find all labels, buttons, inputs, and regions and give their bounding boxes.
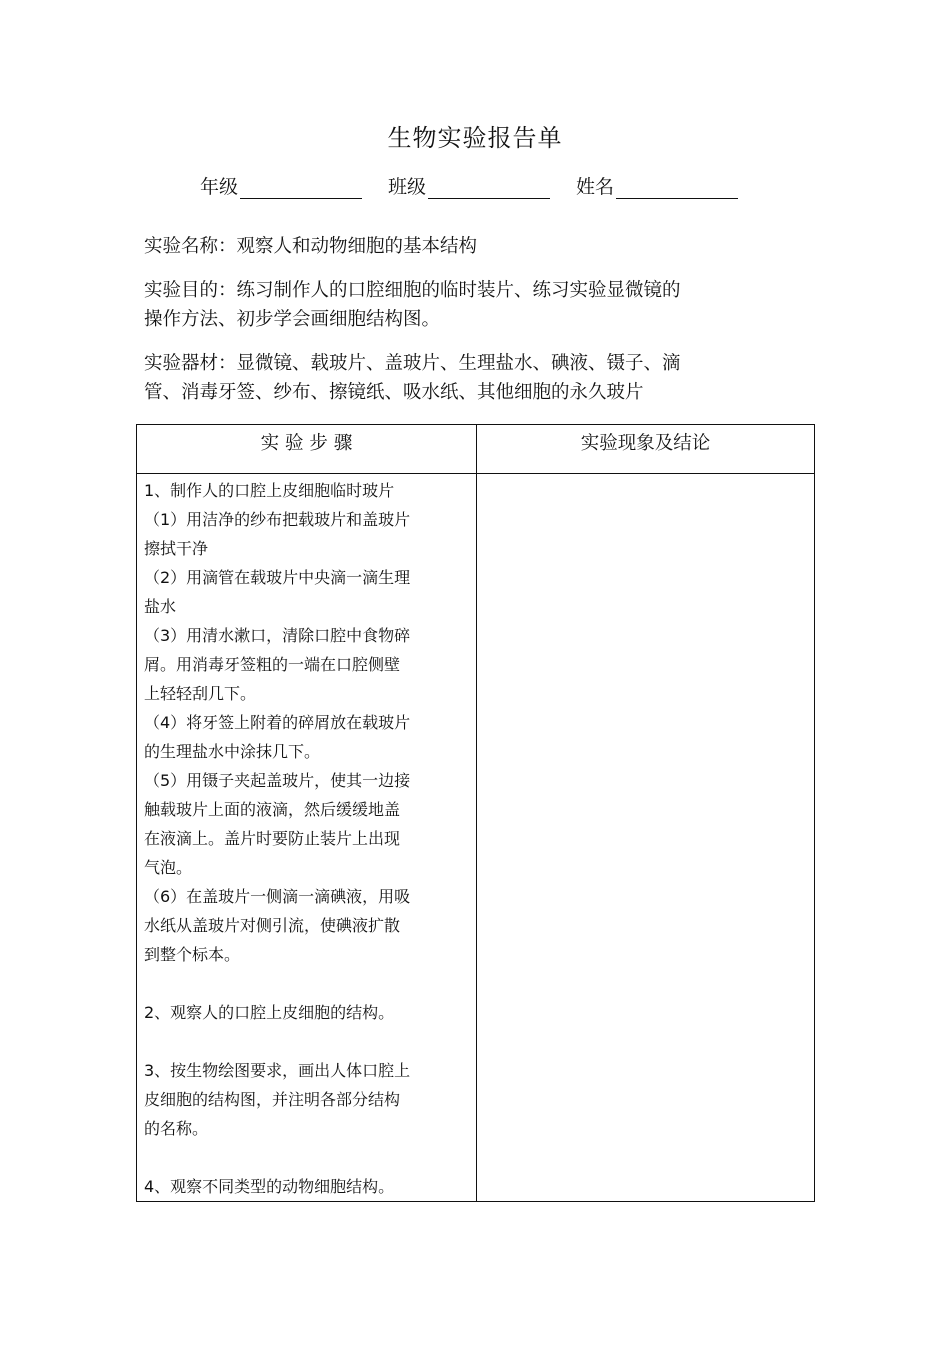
step-line: 屑。用消毒牙签粗的一端在口腔侧壁 <box>144 655 401 674</box>
grade-label: 年级 <box>200 176 239 198</box>
step-line: 2、观察人的口腔上皮细胞的结构。 <box>144 1003 395 1022</box>
steps-cell <box>137 474 477 1202</box>
table-header-row <box>137 425 815 474</box>
materials-line-2: 管、消毒牙签、纱布、擦镜纸、吸水纸、其他细胞的永久玻片 <box>144 382 644 403</box>
step-line: 水纸从盖玻片对侧引流，使碘液扩散 <box>144 916 401 935</box>
class-blank-line <box>428 176 550 199</box>
step-line: （3）用清水漱口，清除口腔中食物碎 <box>144 626 411 645</box>
step-line: 在液滴上。盖片时要防止装片上出现 <box>144 829 401 848</box>
step-line: （4）将牙签上附着的碎屑放在载玻片 <box>144 713 411 732</box>
grade-field <box>200 172 362 199</box>
step-line <box>144 969 470 998</box>
student-info-row <box>200 172 738 199</box>
purpose-line-2: 操作方法、初步学会画细胞结构图。 <box>144 309 441 330</box>
step-line: 的名称。 <box>144 1119 209 1138</box>
class-label: 班级 <box>388 176 427 198</box>
header-steps: 实 验 步 骤 <box>137 425 477 474</box>
step-line: （2）用滴管在载玻片中央滴一滴生理 <box>144 568 411 587</box>
materials-line-1: 实验器材：显微镜、载玻片、盖玻片、生理盐水、碘液、镊子、滴 <box>144 353 681 374</box>
step-line: （5）用镊子夹起盖玻片，使其一边接 <box>144 771 411 790</box>
name-blank-line <box>616 176 738 199</box>
step-line: （6）在盖玻片一侧滴一滴碘液，用吸 <box>144 887 411 906</box>
class-field <box>388 172 550 199</box>
experiment-name-line: 实验名称：观察人和动物细胞的基本结构 <box>144 236 478 257</box>
step-line <box>144 1143 470 1172</box>
purpose-line-1: 实验目的：练习制作人的口腔细胞的临时装片、练习实验显微镜的 <box>144 280 681 301</box>
experiment-name <box>144 232 764 261</box>
step-line: 气泡。 <box>144 858 193 877</box>
step-line: 擦拭干净 <box>144 539 209 558</box>
experiment-purpose <box>144 276 764 334</box>
step-line: 到整个标本。 <box>144 945 241 964</box>
steps-list <box>137 474 476 1201</box>
experiment-materials <box>144 349 764 407</box>
observations-cell[interactable] <box>477 474 815 1202</box>
step-line: 的生理盐水中涂抹几下。 <box>144 742 321 761</box>
step-line <box>144 1027 470 1056</box>
table-body-row <box>137 474 815 1202</box>
header-observations: 实验现象及结论 <box>477 425 815 474</box>
grade-blank-line <box>240 176 362 199</box>
step-line: 4、观察不同类型的动物细胞结构。 <box>144 1177 395 1196</box>
name-label: 姓名 <box>576 176 615 198</box>
step-line: 皮细胞的结构图，并注明各部分结构 <box>144 1090 401 1109</box>
page-title: 生物实验报告单 <box>387 124 563 152</box>
step-line: 3、按生物绘图要求，画出人体口腔上 <box>144 1061 411 1080</box>
step-line: 触载玻片上面的液滴，然后缓缓地盖 <box>144 800 401 819</box>
step-line: 1、制作人的口腔上皮细胞临时玻片 <box>144 481 395 500</box>
step-line: 盐水 <box>144 597 177 616</box>
name-field <box>576 172 738 199</box>
step-line: 上轻轻刮几下。 <box>144 684 257 703</box>
report-table <box>136 424 815 1202</box>
step-line: （1）用洁净的纱布把载玻片和盖玻片 <box>144 510 411 529</box>
